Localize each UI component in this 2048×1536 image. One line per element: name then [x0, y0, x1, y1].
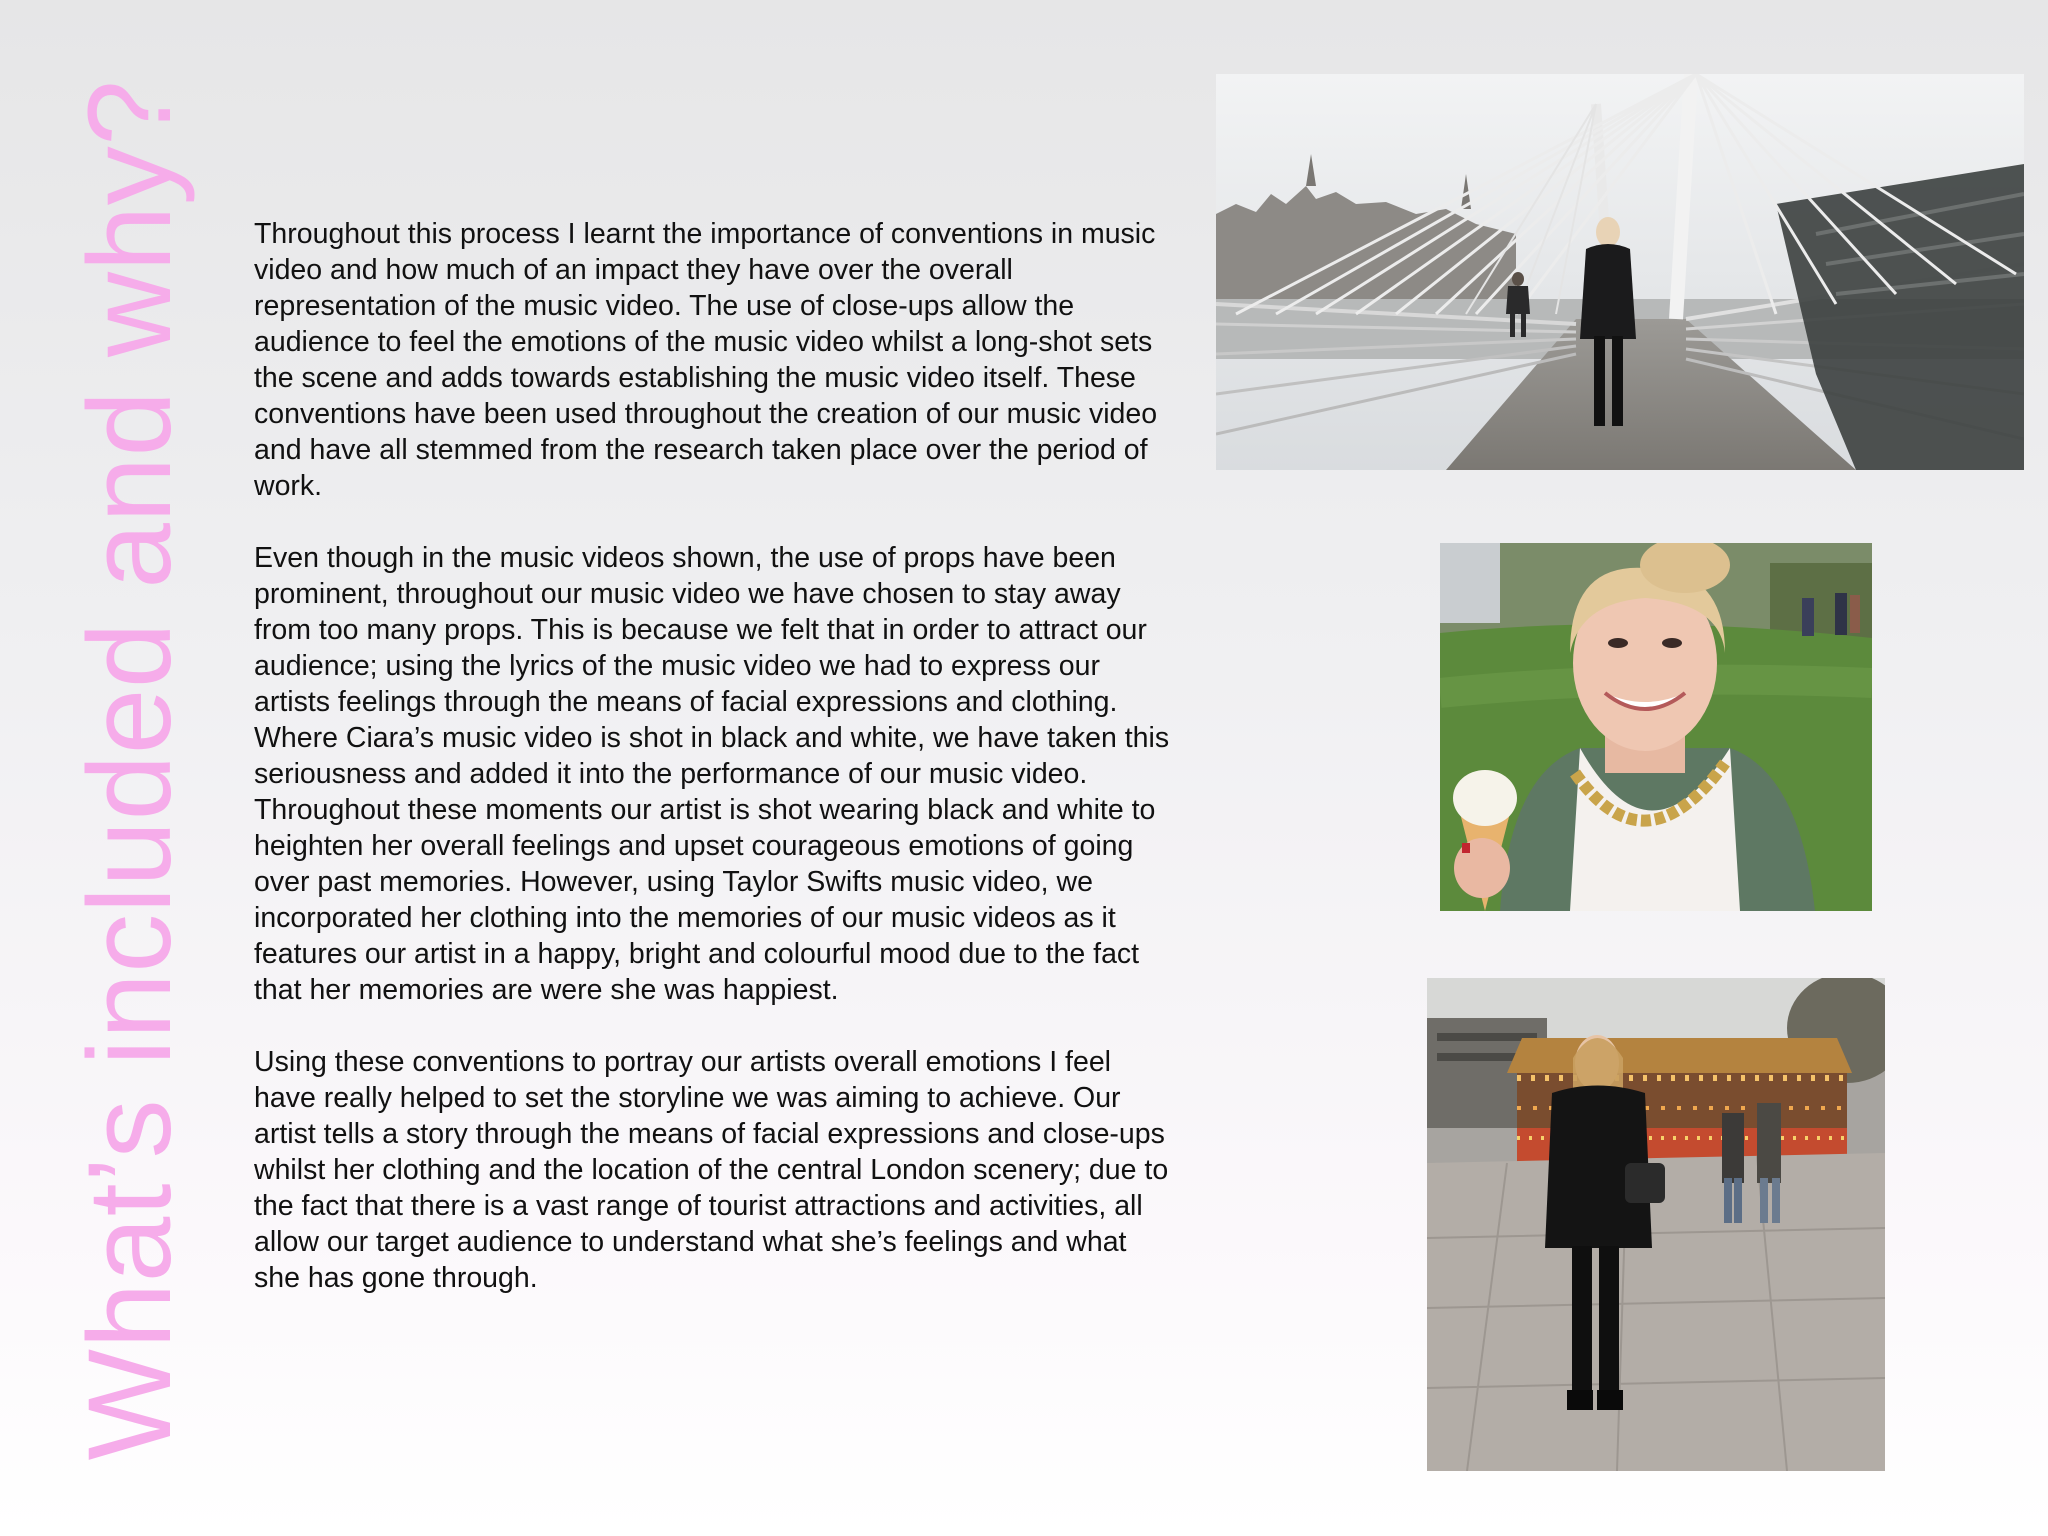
ice-cream-photo	[1440, 543, 1872, 911]
slide-title: What’s included and why?	[64, 79, 196, 1461]
bridge-photo	[1216, 74, 2024, 470]
paragraph-2: Even though in the music videos shown, the use of props have been prominent, throughout our music video we have chosen to stay away from too many props. This is because we felt that in order to attract our audience; using the lyrics of the music video we had to express our artists feelings through the means of facial expressions and clothing. Where Ciara’s music video is shot in black and white, we have taken this seriousness and added it into the performance of our music video. Throughout these moments our artist is shot wearing black and white to heighten her overall feelings and upset courageous emotions of going over past memories. However, using Taylor Swifts music video, we incorporated her clothing into the memories of our music videos as it features our artist in a happy, bright and colourful mood due to the fact that her memories are were she was happiest.	[254, 542, 1170, 1006]
body-text	[254, 216, 1174, 1332]
carousel-photo	[1427, 978, 1885, 1471]
paragraph-1: Throughout this process I learnt the importance of conventions in music video and how much of an impact they have over the overall representation of the music video. The use of close-ups allow the audience to feel the emotions of the music video whilst a long-shot sets the scene and adds towards establishing the music video itself. These conventions have been used throughout the creation of our music video and have all stemmed from the research taken place over the period of work.	[254, 218, 1158, 502]
paragraph-3: Using these conventions to portray our artists overall emotions I feel have really helped to set the storyline we was aiming to achieve. Our artist tells a story through the means of facial expressions and close-ups whilst her clothing and the location of the central London scenery; due to the fact that there is a vast range of tourist attractions and activities, all allow our target audience to understand what she’s feelings and what she has gone through.	[254, 1046, 1169, 1294]
